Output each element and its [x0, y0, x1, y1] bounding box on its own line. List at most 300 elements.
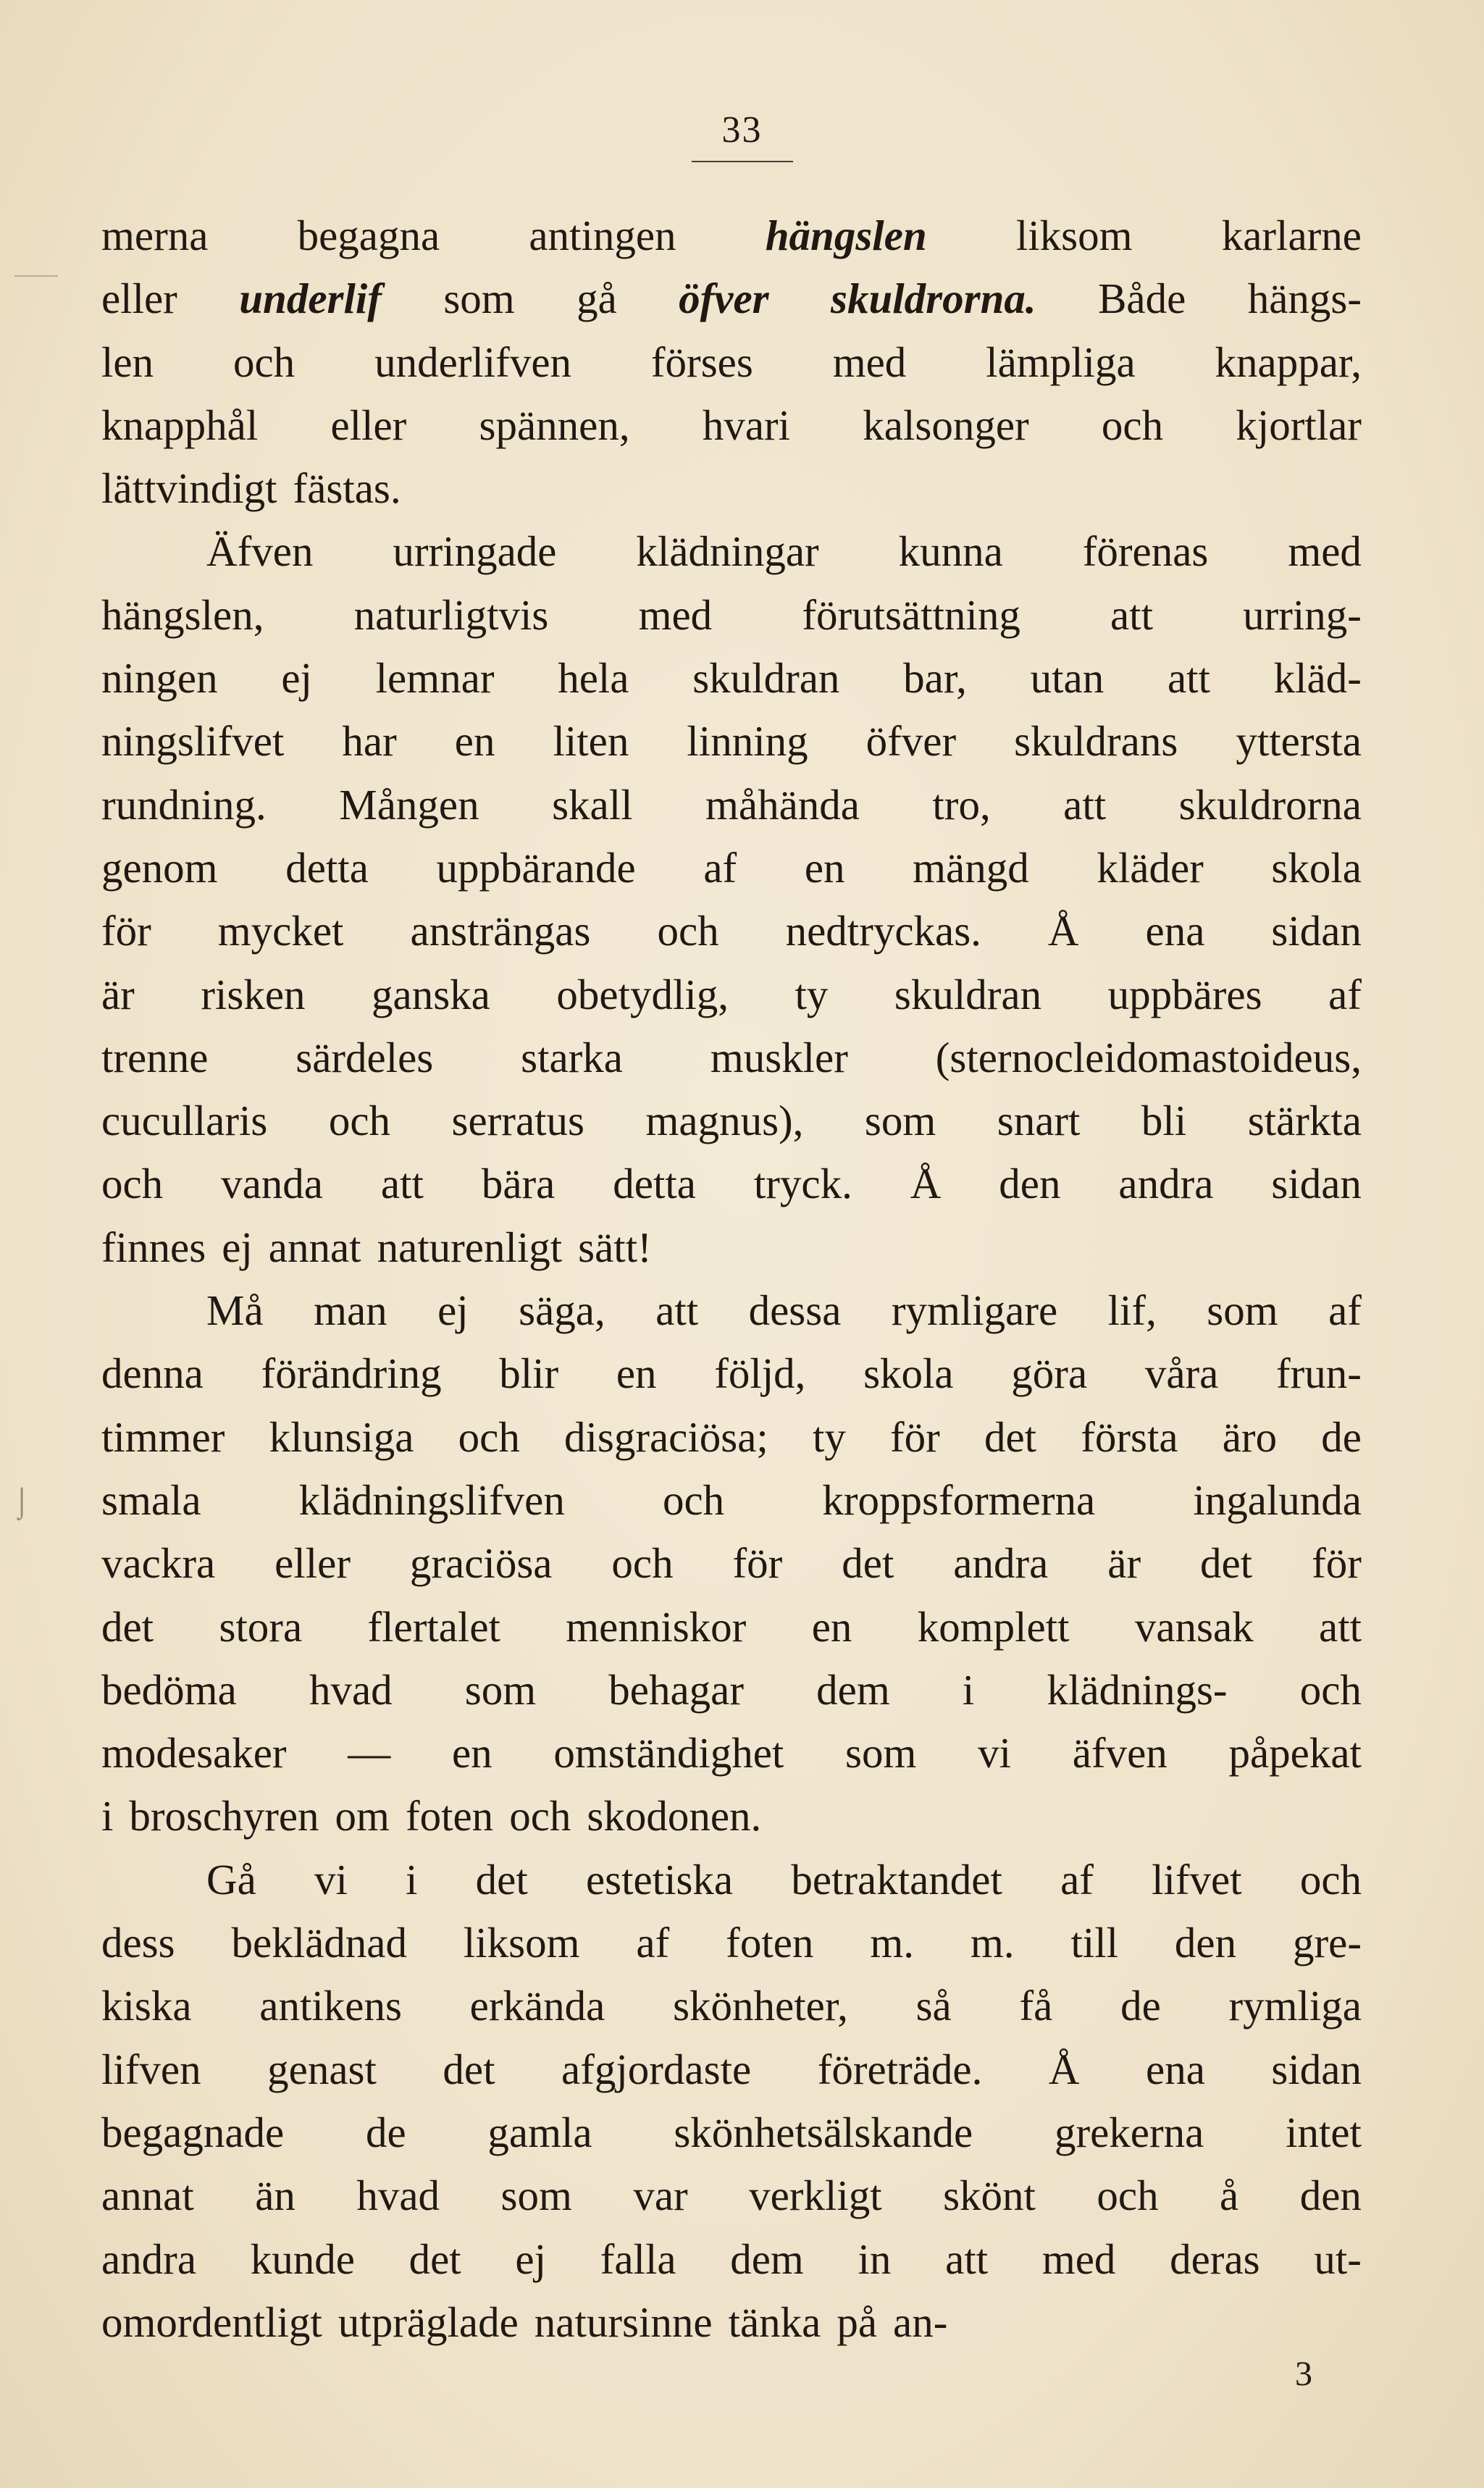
text-line [101, 1216, 1362, 1279]
word: (sternocleidomastoideus, [935, 1033, 1362, 1081]
word: risken [201, 970, 306, 1018]
word: hvad [356, 2171, 440, 2220]
word: lifven [101, 2045, 201, 2093]
word: och [458, 1412, 520, 1461]
word: var [633, 2171, 688, 2220]
word: uppbäres [1107, 970, 1262, 1018]
word: eller [330, 401, 407, 449]
text-line [101, 963, 1362, 1026]
word: hängslen, [101, 590, 264, 639]
text-line [101, 1659, 1362, 1722]
word: starka [521, 1033, 623, 1081]
word: har [342, 717, 397, 766]
word: mängd [913, 843, 1029, 892]
word: för [1312, 1539, 1362, 1588]
word: kunna [898, 527, 1003, 576]
word: och [1299, 1855, 1362, 1903]
word: säga, [519, 1286, 605, 1335]
word: skuldran [692, 654, 840, 703]
word: bära [481, 1160, 556, 1208]
text-line [101, 1089, 1362, 1152]
word: kunde [250, 2234, 355, 2283]
word: lifvet [1152, 1855, 1242, 1903]
word: och [1097, 2171, 1159, 2220]
text-line [101, 837, 1362, 900]
emphasized-word: skuldrorna. [831, 275, 1036, 323]
word: och [1299, 1665, 1362, 1714]
text-line [101, 1406, 1362, 1469]
word: att [1063, 780, 1107, 829]
word: och [232, 338, 295, 386]
word: komplett [917, 1602, 1070, 1651]
word: timmer [101, 1412, 225, 1461]
word: kalsonger [863, 401, 1029, 449]
word: ena [1146, 2045, 1205, 2093]
word: gamla [487, 2108, 592, 2156]
word: andra [101, 2234, 197, 2283]
word: Äfven [206, 527, 314, 576]
word: omordentligt [101, 2298, 322, 2346]
word: ena [1145, 907, 1205, 955]
word: knapphål [101, 401, 259, 449]
page-number: 33 [721, 109, 763, 151]
word: rundning. [101, 780, 267, 829]
word: hvari [702, 401, 791, 449]
text-line [101, 584, 1362, 647]
text-line [101, 2228, 1362, 2291]
word: lämpliga [986, 338, 1136, 386]
word: intet [1286, 2108, 1362, 2156]
word: ej [281, 654, 312, 703]
word: är [101, 970, 135, 1018]
word: och [328, 1097, 391, 1145]
word: magnus), [645, 1097, 804, 1145]
word: om [335, 1792, 390, 1840]
word: eller [101, 275, 177, 323]
word: graciösa [409, 1539, 553, 1588]
word: liten [553, 717, 629, 766]
word: betraktandet [791, 1855, 1002, 1903]
word: natursinne [534, 2298, 713, 2346]
word: än [255, 2171, 295, 2220]
word: och [1101, 401, 1164, 449]
word: karlarne [1221, 211, 1362, 259]
word: uppbärande [436, 843, 636, 892]
word: estetiska [585, 1855, 734, 1903]
word: en [454, 717, 495, 766]
word: spännen, [479, 401, 630, 449]
word: äfven [1072, 1729, 1168, 1777]
word: denna [101, 1349, 204, 1398]
word: rymligare [891, 1286, 1058, 1335]
word: lemnar [375, 654, 495, 703]
word: af [703, 843, 737, 892]
word: de [1120, 1982, 1161, 2030]
word: underlifven [374, 338, 572, 386]
emphasized-word: hängslen [765, 211, 927, 259]
word: beklädnad [231, 1919, 407, 1967]
emphasized-word: öfver [679, 275, 769, 323]
word: Både [1098, 275, 1186, 323]
word: och [657, 907, 719, 955]
word: ningslifvet [101, 717, 285, 766]
word: påpekat [1228, 1729, 1362, 1777]
word: som [500, 2171, 572, 2220]
word: hängs- [1247, 275, 1362, 323]
word: naturenligt [377, 1223, 563, 1271]
word: len [101, 338, 154, 386]
word: kläd- [1273, 654, 1362, 703]
body-text [101, 204, 1362, 2354]
word: menniskor [566, 1602, 747, 1651]
word: Å [1047, 907, 1079, 955]
text-line [101, 1596, 1362, 1659]
word: gå [577, 275, 617, 323]
text-line [101, 710, 1362, 773]
word: den [1174, 1919, 1237, 1967]
word: på [837, 2298, 878, 2346]
word: ty [812, 1412, 846, 1461]
text-line [101, 2164, 1362, 2227]
text-line [101, 1974, 1362, 2037]
word: i [101, 1792, 114, 1840]
word: första [1081, 1412, 1178, 1461]
word: hela [558, 654, 629, 703]
word: skuldrorna [1178, 780, 1362, 829]
word: kjortlar [1236, 401, 1362, 449]
text-line [101, 267, 1362, 330]
word: Mången [339, 780, 479, 829]
word: broschyren [129, 1792, 319, 1840]
word: det [842, 1539, 894, 1588]
word: skola [863, 1349, 954, 1398]
text-line [101, 1469, 1362, 1532]
word: det [101, 1602, 154, 1651]
word: verkligt [749, 2171, 882, 2220]
word: tro, [932, 780, 991, 829]
text-line [101, 457, 1362, 520]
word: skall [552, 780, 633, 829]
word: som [443, 275, 515, 323]
text-line [101, 774, 1362, 837]
word: rymliga [1228, 1982, 1362, 2030]
word: som [1207, 1286, 1278, 1335]
word: mycket [217, 907, 344, 955]
text-line [101, 394, 1362, 457]
word: Å [910, 1160, 942, 1208]
word: dem [730, 2234, 804, 2283]
word: skönt [943, 2171, 1036, 2220]
text-line [101, 520, 1362, 583]
word: skodonen. [587, 1792, 762, 1840]
word: klädnings- [1047, 1665, 1228, 1714]
word: våra [1144, 1349, 1219, 1398]
word: snart [997, 1097, 1081, 1145]
page-number-rule [692, 161, 793, 162]
word: och [509, 1792, 571, 1840]
word: Å [1048, 2045, 1080, 2093]
word: att [945, 2234, 989, 2283]
word: för [101, 907, 151, 955]
word: med [1288, 527, 1362, 576]
word: — [348, 1729, 391, 1777]
text-line [101, 1342, 1362, 1405]
word: omständighet [553, 1729, 784, 1777]
word: ningen [101, 654, 218, 703]
word: hvad [309, 1665, 393, 1714]
text-line [101, 1722, 1362, 1785]
margin-pencil-mark: ⌡ [13, 1486, 31, 1518]
word: af [636, 1919, 670, 1967]
word: klunsiga [269, 1412, 414, 1461]
word: skönheter, [673, 1982, 848, 2030]
word: fästas. [293, 464, 401, 513]
word: detta [285, 843, 369, 892]
word: att [1110, 590, 1153, 639]
word: förses [650, 338, 753, 386]
word: med [832, 338, 907, 386]
word: göra [1011, 1349, 1088, 1398]
word: flertalet [367, 1602, 500, 1651]
word: öfver [865, 717, 957, 766]
word: antikens [259, 1982, 402, 2030]
word: frun- [1276, 1349, 1362, 1398]
word: blir [499, 1349, 559, 1398]
text-line [101, 204, 1362, 267]
text-line [101, 2038, 1362, 2101]
word: m. [870, 1919, 914, 1967]
word: dess [101, 1919, 175, 1967]
word: en [452, 1729, 492, 1777]
text-line [101, 1785, 1362, 1848]
word: i [962, 1665, 975, 1714]
word: att [380, 1160, 424, 1208]
word: följd, [714, 1349, 806, 1398]
word: m. [970, 1919, 1015, 1967]
word: urringade [393, 527, 557, 576]
word: en [804, 843, 845, 892]
word: företräde. [817, 2045, 983, 2093]
word: dessa [748, 1286, 842, 1335]
word: kiska [101, 1982, 192, 2030]
word: klädningar [636, 527, 819, 576]
word: genom [101, 843, 218, 892]
word: särdeles [295, 1033, 434, 1081]
word: an- [893, 2298, 948, 2346]
word: skuldrans [1014, 717, 1178, 766]
word: liksom [463, 1919, 580, 1967]
word: grekerna [1054, 2108, 1204, 2156]
word: för [890, 1412, 940, 1461]
word: kroppsformerna [822, 1475, 1096, 1524]
word: den [1299, 2171, 1362, 2220]
word: urring- [1243, 590, 1362, 639]
word: sidan [1271, 1160, 1362, 1208]
text-line [101, 1532, 1362, 1595]
word: förändring [261, 1349, 442, 1398]
word: ej [437, 1286, 469, 1335]
word: foten [726, 1919, 814, 1967]
word: en [811, 1602, 852, 1651]
word: ut- [1314, 2234, 1362, 2283]
word: ganska [372, 970, 490, 1018]
word: obetydlig, [556, 970, 729, 1018]
word: det [443, 2045, 495, 2093]
word: serratus [451, 1097, 584, 1145]
word: en [616, 1349, 657, 1398]
word: det [475, 1855, 528, 1903]
word: å [1220, 2171, 1239, 2220]
word: sidan [1271, 2045, 1362, 2093]
word: det [1200, 1539, 1253, 1588]
word: förutsättning [802, 590, 1020, 639]
text-line [101, 900, 1362, 963]
word: skuldran [894, 970, 1042, 1018]
word: andra [953, 1539, 1049, 1588]
word: och [611, 1539, 674, 1588]
word: detta [613, 1160, 696, 1208]
word: ty [795, 970, 829, 1018]
word: vanda [221, 1160, 323, 1208]
word: in [858, 2234, 892, 2283]
word: skönhetsälskande [674, 2108, 973, 2156]
text-line [101, 647, 1362, 710]
word: som [464, 1665, 537, 1714]
word: att [655, 1286, 699, 1335]
word: tänka [728, 2298, 821, 2346]
word: kläder [1097, 843, 1204, 892]
word: merna [101, 211, 209, 259]
word: eller [274, 1539, 351, 1588]
printer-signature: 3 [1295, 2355, 1312, 2393]
word: stora [219, 1602, 303, 1651]
word: antingen [529, 211, 676, 259]
word: med [638, 590, 713, 639]
word: utpräglade [338, 2298, 519, 2346]
word: erkända [469, 1982, 605, 2030]
text-line [101, 1848, 1362, 1911]
word: vansak [1134, 1602, 1254, 1651]
word: stärkta [1247, 1097, 1362, 1145]
word: den [999, 1160, 1061, 1208]
word: naturligtvis [353, 590, 549, 639]
text-line [101, 1152, 1362, 1215]
word: foten [405, 1792, 494, 1840]
word: trenne [101, 1033, 209, 1081]
word: Må [206, 1286, 264, 1335]
word: klädningslifven [298, 1475, 565, 1524]
word: annat [101, 2171, 194, 2220]
word: utan [1030, 654, 1104, 703]
word: lif, [1107, 1286, 1157, 1335]
word: som [864, 1097, 936, 1145]
word: skola [1271, 843, 1362, 892]
word: och [663, 1475, 725, 1524]
word: förenas [1082, 527, 1209, 576]
text-line [101, 331, 1362, 394]
word: som [845, 1729, 917, 1777]
word: tryck. [753, 1160, 852, 1208]
word: af [1060, 1855, 1094, 1903]
word: det [408, 2234, 461, 2283]
word: afgjordaste [561, 2045, 752, 2093]
word: disgraciösa; [564, 1412, 768, 1461]
text-line [101, 2101, 1362, 2164]
text-line [101, 1911, 1362, 1974]
word: begagna [297, 211, 440, 259]
word: genast [267, 2045, 377, 2093]
word: begagnade [101, 2108, 285, 2156]
word: så [915, 1982, 952, 2030]
word: bli [1141, 1097, 1187, 1145]
word: annat [268, 1223, 361, 1271]
word: modesaker [101, 1729, 287, 1777]
text-line [101, 1026, 1362, 1089]
word: ingalunda [1193, 1475, 1362, 1524]
word: att [1167, 654, 1210, 703]
word: vi [978, 1729, 1012, 1777]
word: sidan [1271, 907, 1362, 955]
word: lättvindigt [101, 464, 277, 513]
word: i [406, 1855, 418, 1903]
emphasized-word: underlif [239, 275, 382, 323]
margin-pencil-mark [14, 275, 58, 277]
word: till [1070, 1919, 1119, 1967]
word: sätt! [578, 1223, 652, 1271]
word: falla [600, 2234, 676, 2283]
word: de [1321, 1412, 1362, 1461]
word: Gå [206, 1855, 256, 1903]
word: vi [314, 1855, 348, 1903]
word: liksom [1015, 211, 1133, 259]
word: finnes [101, 1223, 206, 1271]
word: ansträngas [410, 907, 591, 955]
word: med [1041, 2234, 1116, 2283]
word: af [1328, 970, 1362, 1018]
word: och [101, 1160, 164, 1208]
word: smala [101, 1475, 201, 1524]
text-line [101, 2291, 1362, 2354]
word: yttersta [1236, 717, 1362, 766]
word: är [1107, 1539, 1141, 1588]
word: bar, [903, 654, 967, 703]
word: dem [816, 1665, 890, 1714]
word: vackra [101, 1539, 216, 1588]
word: deras [1170, 2234, 1260, 2283]
word: måhända [705, 780, 860, 829]
word: nedtryckas. [785, 907, 981, 955]
word: det [984, 1412, 1037, 1461]
word: af [1328, 1286, 1362, 1335]
word: gre- [1293, 1919, 1362, 1967]
word: andra [1118, 1160, 1214, 1208]
word: äro [1222, 1412, 1278, 1461]
word: att [1319, 1602, 1362, 1651]
word: ej [515, 2234, 547, 2283]
word: behagar [608, 1665, 745, 1714]
word: de [365, 2108, 406, 2156]
text-line [101, 1279, 1362, 1342]
word: få [1019, 1982, 1053, 2030]
word: linning [687, 717, 808, 766]
word: ej [222, 1223, 253, 1271]
word: man [314, 1286, 387, 1335]
word: för [732, 1539, 783, 1588]
word: muskler [710, 1033, 848, 1081]
word: cucullaris [101, 1097, 268, 1145]
word: knappar, [1215, 338, 1362, 386]
word: bedöma [101, 1665, 237, 1714]
